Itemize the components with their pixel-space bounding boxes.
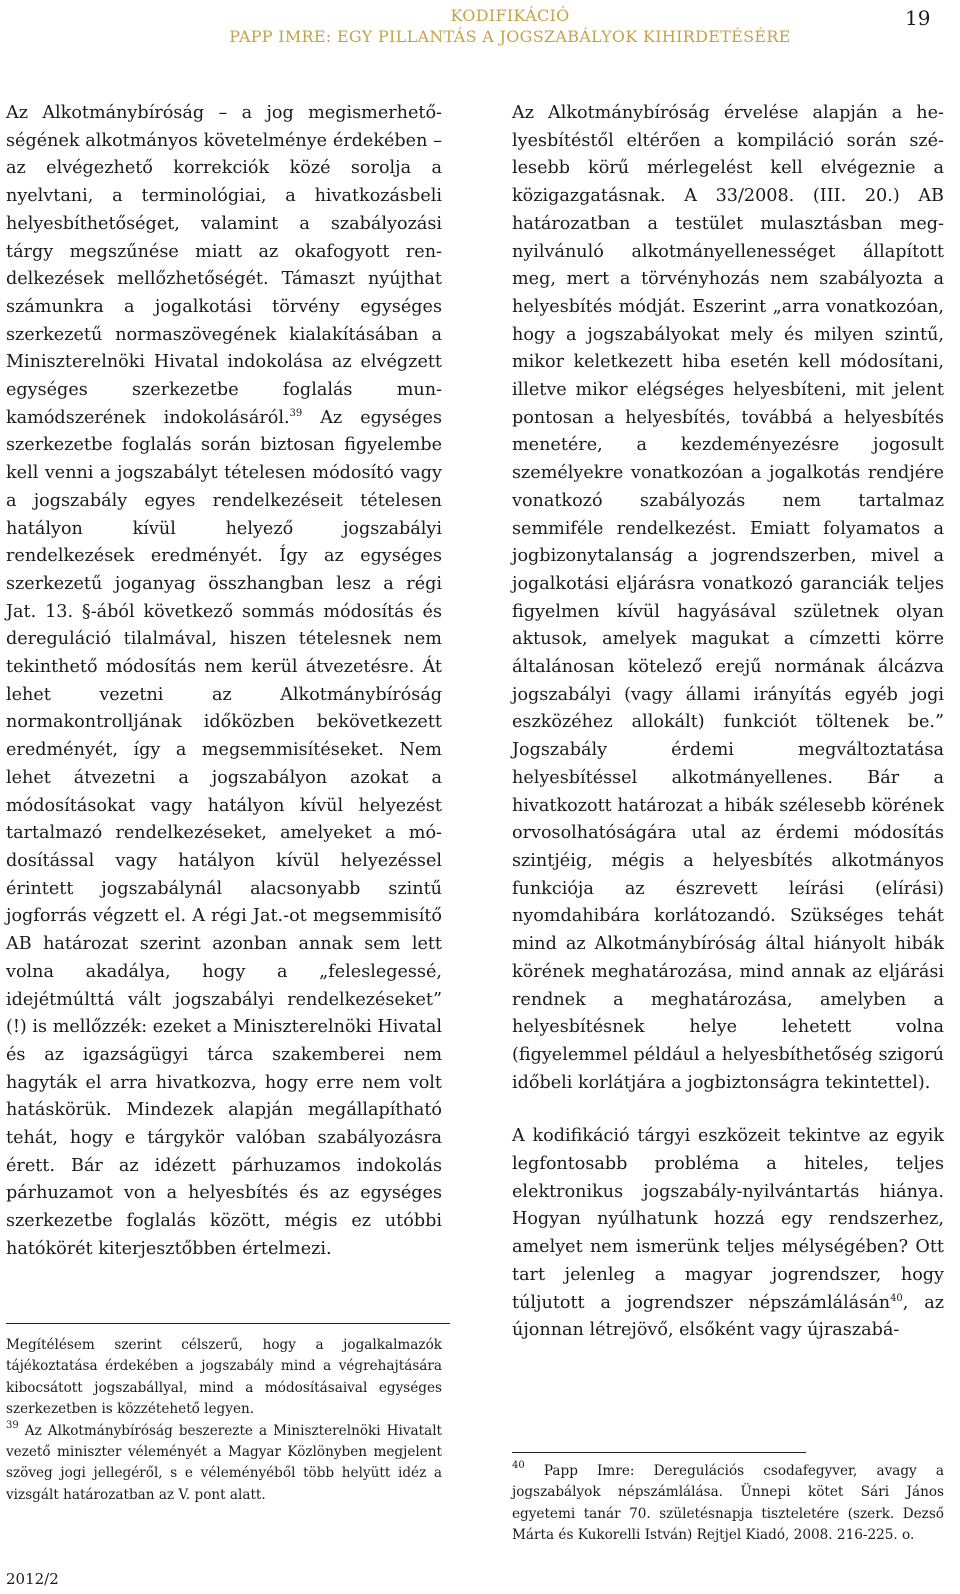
footnotes-left <box>6 1335 442 1506</box>
footnote-number: 40 <box>512 1460 525 1471</box>
footnote-divider <box>6 1323 450 1324</box>
body-paragraph <box>6 100 442 1264</box>
running-article-title: PAPP IMRE: EGY PILLANTÁS A JOGSZABÁLYOK KIHIRDETÉSÉRE <box>229 27 791 46</box>
footnote-40 <box>512 1461 944 1547</box>
issue-label: 2012/2 <box>6 1570 59 1588</box>
journal-title: KODIFIKÁCIÓ <box>450 6 570 25</box>
footnotes-right <box>512 1461 944 1547</box>
body-paragraph: Az Alkotmánybíróság érvelése alapján a helyesbítéstől eltérően a kompiláció során szélesebb körű mérlegelést kell elvégeznie a közigazgatásnak. A 33/2008. (III. 20.) AB határozatban a testület mulasztásban megnyilvánuló alkotmányellenességet állapított meg, mert a törvényhozás nem szabályozta a helyesbítés módját. Eszerint „arra vonatkozóan, hogy a jogszabályokat mely és milyen szintű, mikor keletkezett hiba esetén kell módosítani, illetve mikor elégséges helyesbíteni, mit jelent pontosan a helyesbítés, továbbá a helyesbítés menetére, a kezdeményezésre jogosult személyekre vonatkozóan a jogalkotás rendjére vonatkozó szabályozás nem tartalmaz semmiféle rendelkezést. Emiatt folyamatos a jogbizonytalanság a jogrendszerben, mivel a jogalkotási eljárásra vonatkozó garanciák teljes figyelmen kívül hagyásával születnek olyan aktusok, amelyek magukat a címzetti körre általánosan kötelező erejű normának álcázva jogszabályi (vagy állami irányítás egyéb jogi eszközéhez allokált) funkciót töltenek be.” Jogszabály érdemi megváltoztatása helyesbítéssel alkotmányellenes. Bár a hivatkozott határozat a hibák szélesebb körének orvosolhatóságára utal az érdemi módosítás szintjéig, mégis a helyesbítés alkotmányos funkciója az észrevett leírási (elírási) nyomdahibára korlátozandó. Szükséges tehát mind az Alkotmánybíróság által hiányolt hibák körének meghatározása, mind annak az eljárási rendnek a meghatározása, amelyben a helyesbítésnek helye lehetett volna (figyelemmel például a helyesbíthetőség szigorú időbeli korlátjára a jogbiztonságra tekintettel). <box>512 103 944 1093</box>
footnote-text: Az Alkotmánybíróság beszerezte a Miniszterelnöki Hivatalt vezető miniszter véleményét a Magyar Közlönyben megjelent szöveg jogi jellegéről, s e véleményéből több helyütt idéz a vizsgált határozatban az V. pont alatt. <box>6 1422 442 1503</box>
footnote-number: 39 <box>6 1419 19 1431</box>
footnote-continuation: Megítélésem szerint célszerű, hogy a jogalkalmazók tájékoztatása érdekében a jogszabály mind a végrehajtására kibocsátott jogszabállyal, mind a módosításaival egységes szerkezetben is közzétehető legyen. <box>6 1337 442 1418</box>
paragraph-text-continued: Az egységes szerkezetbe foglalás során biztosan figyelembe kell venni a jogszabályt tételesen módosító vagy a jogszabály egyes rendelkezéseit tételesen hatályon kívül helyező jogszabályi rendelkezések eredményét. Így az egységes szerkezetű joganyag összhangban lesz a régi Jat. 13. §-ából következő sommás módosítás és dereguláció tilalmával, hiszen tételesnek nem tekinthető módosítás nem kerül átvezetésre. Át lehet vezetni az Alkotmánybíróság normakontrolljának időközben bekövetkezett eredményét, így a megsemmisítéseket. Nem lehet átvezetni a jogszabályon azokat a módosításokat vagy hatályon kívül helyezést tartalmazó rendelkezéseket, amelyeket a módosítással vagy hatályon kívül helyezéssel érintett jogszabálynál alacsonyabb szintű jogforrás végzett el. A régi Jat.-ot megsemmisítő AB határozat szerint azonban annak sem lett volna akadálya, hogy a „feleslegessé, idejétmúlttá vált jogszabályi rendelkezéseket” (!) is mellőzzék: ezeket a Miniszterelnöki Hivatal és az igazságügyi tárca szakemberei nem hagyták el arra hivatkozva, hogy erre nem volt hatáskörük. Mindezek alapján megállapítható tehát, hogy e tárgykör valóban szabályozásra érett. Bár az idézett párhuzamos indokolás párhuzamot von a helyesbítés és az egységes szerkezetbe foglalás között, mégis ez utóbbi hatókörét kiterjesztőbben értelmezi. <box>6 407 443 1259</box>
paragraph-text: Az Alkotmánybíróság – a jog megismerhetőségének alkotmányos követelménye érdekében – az elvégezhető korrekciók közé sorolja a nyelvtani, a terminológiai, a hivatkozásbeli helyesbíthetőséget, valamint a szabályozási tárgy megszűnése miatt az okafogyott rendelkezések mellőzhetőségét. Támaszt nyújthat számunkra a jogalkotási törvény egységes szerkezetű normaszövegének kialakításában a Miniszterelnöki Hivatal indokolása az elvégzett egységes szerkezetbe foglalás munkamódszerének indokolásáról. <box>6 103 442 428</box>
right-text-column <box>512 100 944 1345</box>
body-paragraph <box>512 1123 944 1345</box>
footnote-ref-39[interactable]: 39 <box>289 407 303 419</box>
footnote-ref-40[interactable]: 40 <box>890 1292 903 1304</box>
footnote-text: Papp Imre: Deregulációs csodafegyver, avagy a jogszabályok népszámlálása. Ünnepi kötet Sári János egyetemi tanár 70. születésnapja tiszteletére (szerk. Dezső Márta és Kukorelli István) Rejtjel Kiadó, 2008. 216-225. o. <box>512 1463 944 1544</box>
footnote-divider <box>512 1452 806 1453</box>
paragraph-text-continued: , az újonnan létrejövő, elsőként vagy újraszabá- <box>512 1292 944 1341</box>
left-text-column <box>6 100 442 1264</box>
paragraph-text: A kodifikáció tárgyi eszközeit tekintve az egyik legfontosabb probléma a hiteles, teljes elektronikus jogszabály-nyilvántartás hiánya. Hogyan nyúlhatunk hozzá egy rendszerhez, amelyet nem ismerünk teljes mélységében? Ott tart jelenleg a magyar jogrendszer, hogy túljutott a jogrendszer népszámlálásán <box>512 1126 944 1313</box>
page-number: 19 <box>905 6 931 30</box>
footnote-39 <box>6 1421 442 1507</box>
